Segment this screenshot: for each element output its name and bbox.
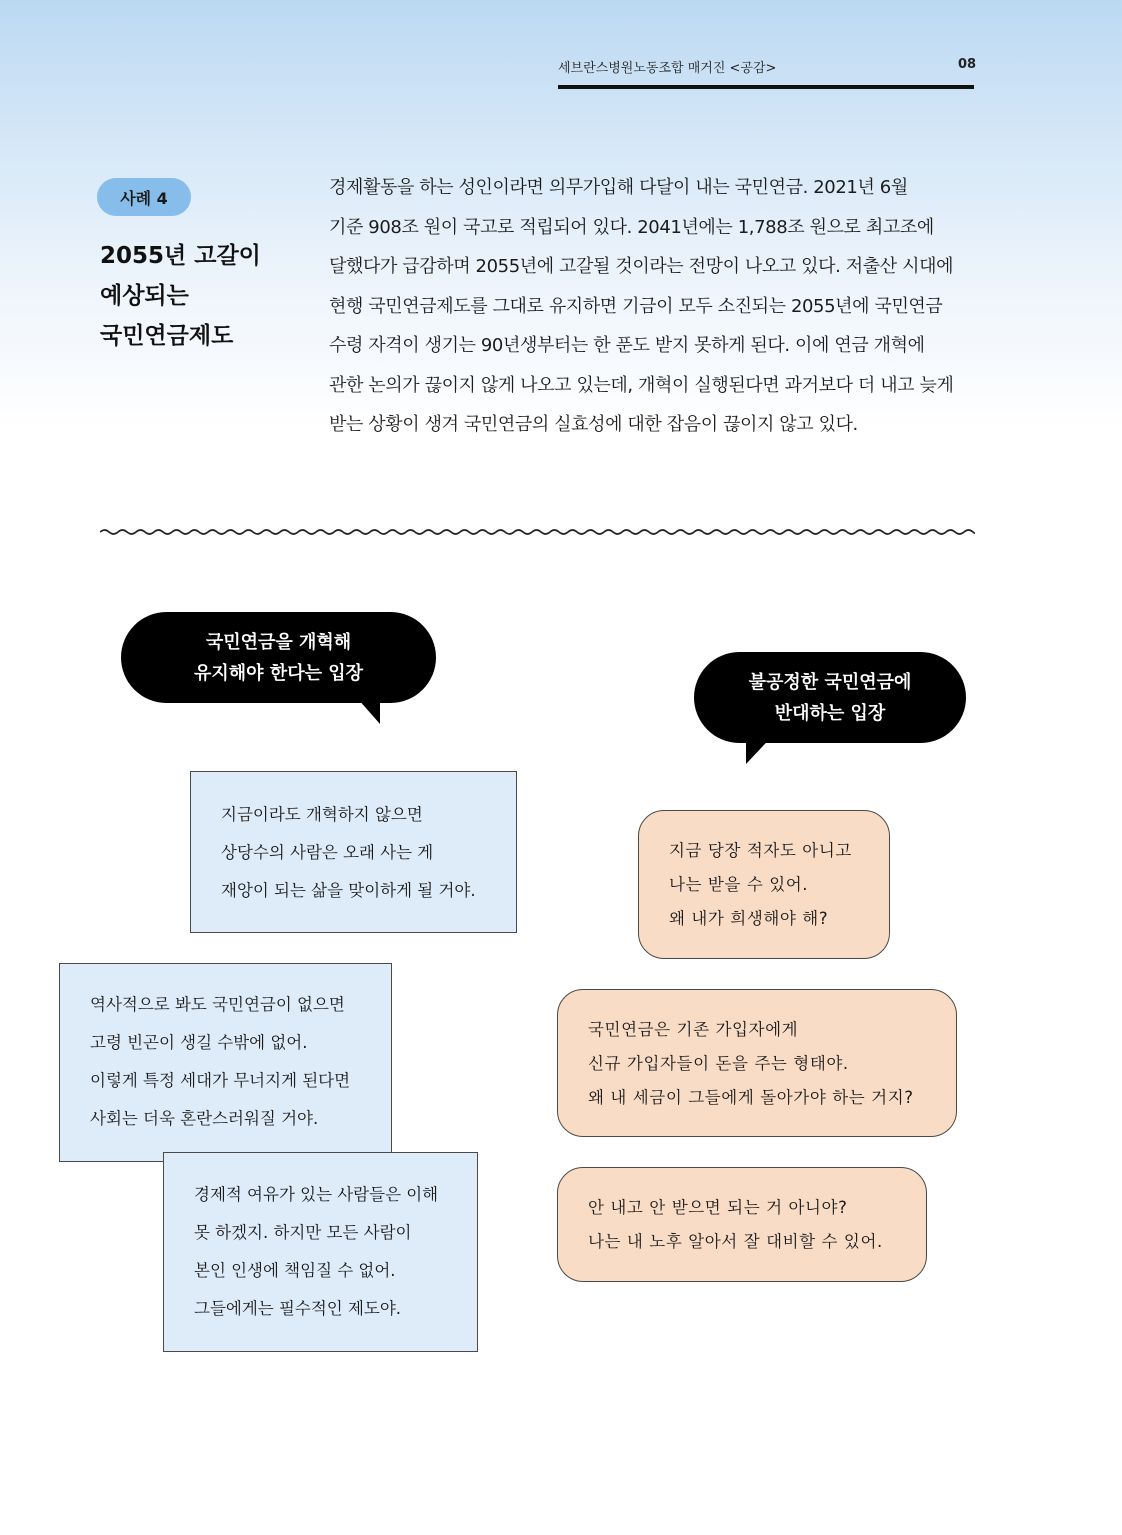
opinion-line: 재앙이 되는 삶을 맞이하게 될 거야. — [221, 881, 476, 900]
opinion-line: 신규 가입자들이 돈을 주는 형태야. — [588, 1054, 849, 1073]
opinion-line: 나는 내 노후 알아서 잘 대비할 수 있어. — [588, 1232, 883, 1251]
opinion-line: 왜 내가 희생해야 해? — [669, 909, 829, 928]
case-heading-line: 국민연금제도 — [100, 323, 234, 349]
reform-opinion-box — [163, 1152, 478, 1352]
body-line: 경제활동을 하는 성인이라면 의무가입해 다달이 내는 국민연금. 2021년 6월 — [329, 177, 908, 198]
opinion-line: 지금 당장 적자도 아니고 — [669, 841, 852, 860]
header-rule — [558, 85, 974, 89]
article-body — [329, 168, 989, 445]
opinion-line: 상당수의 사람은 오래 사는 게 — [221, 843, 434, 862]
stance-reform-line: 유지해야 한다는 입장 — [193, 662, 364, 684]
opinion-line: 지금이라도 개혁하지 않으면 — [221, 805, 423, 824]
case-badge: 사례 4 — [97, 178, 191, 216]
case-heading — [100, 236, 310, 356]
stance-bubble-oppose — [694, 652, 966, 743]
opinion-line: 왜 내 세금이 그들에게 돌아가야 하는 거지? — [588, 1088, 914, 1107]
reform-opinion-box — [190, 771, 517, 933]
page-number: 08 — [958, 57, 977, 72]
magazine-title: 세브란스병원노동조합 매거진 <공감> — [558, 61, 777, 76]
stance-oppose-line: 불공정한 국민연금에 — [748, 671, 912, 693]
stance-oppose-line: 반대하는 입장 — [774, 702, 886, 724]
reform-opinion-box — [59, 963, 392, 1162]
body-line: 현행 국민연금제도를 그대로 유지하면 기금이 모두 소진되는 2055년에 국민연금 — [329, 295, 943, 317]
opinion-line: 사회는 더욱 혼란스러워질 거야. — [90, 1109, 319, 1128]
stance-bubble-reform — [121, 612, 436, 703]
opinion-line: 나는 받을 수 있어. — [669, 875, 809, 894]
oppose-opinion-box — [557, 1167, 927, 1282]
oppose-opinion-box — [638, 810, 890, 959]
opinion-line: 안 내고 안 받으면 되는 거 아니야? — [588, 1198, 848, 1217]
opinion-line: 이렇게 특정 세대가 무너지게 된다면 — [90, 1071, 351, 1090]
opinion-line: 경제적 여유가 있는 사람들은 이해 — [194, 1185, 439, 1204]
bubble-tail-reform — [350, 690, 382, 726]
case-heading-line: 예상되는 — [100, 283, 189, 309]
body-line: 받는 상황이 생겨 국민연금의 실효성에 대한 잡음이 끊이지 않고 있다. — [329, 414, 858, 435]
wavy-divider — [100, 524, 975, 540]
opinion-line: 못 하겠지. 하지만 모든 사람이 — [194, 1223, 412, 1242]
opinion-line: 국민연금은 기존 가입자에게 — [588, 1020, 799, 1039]
body-line: 관한 논의가 끊이지 않게 나오고 있는데, 개혁이 실행된다면 과거보다 더 내고 늦게 — [329, 374, 954, 396]
case-heading-line: 2055년 고갈이 — [100, 243, 261, 269]
stance-reform-line: 국민연금을 개혁해 — [205, 631, 352, 653]
opinion-line: 그들에게는 필수적인 제도야. — [194, 1299, 402, 1318]
opinion-line: 고령 빈곤이 생길 수밖에 없어. — [90, 1033, 308, 1052]
bubble-tail-oppose — [744, 730, 780, 766]
opinion-line: 역사적으로 봐도 국민연금이 없으면 — [90, 995, 345, 1014]
body-line: 달했다가 급감하며 2055년에 고갈될 것이라는 전망이 나오고 있다. 저출산 시대에 — [329, 256, 954, 277]
body-line: 수령 자격이 생기는 90년생부터는 한 푼도 받지 못하게 된다. 이에 연금 개혁에 — [329, 335, 925, 356]
opinion-line: 본인 인생에 책임질 수 없어. — [194, 1261, 396, 1280]
oppose-opinion-box — [557, 989, 957, 1137]
body-line: 기준 908조 원이 국고로 적립되어 있다. 2041년에는 1,788조 원으로 최고조에 — [329, 216, 934, 238]
